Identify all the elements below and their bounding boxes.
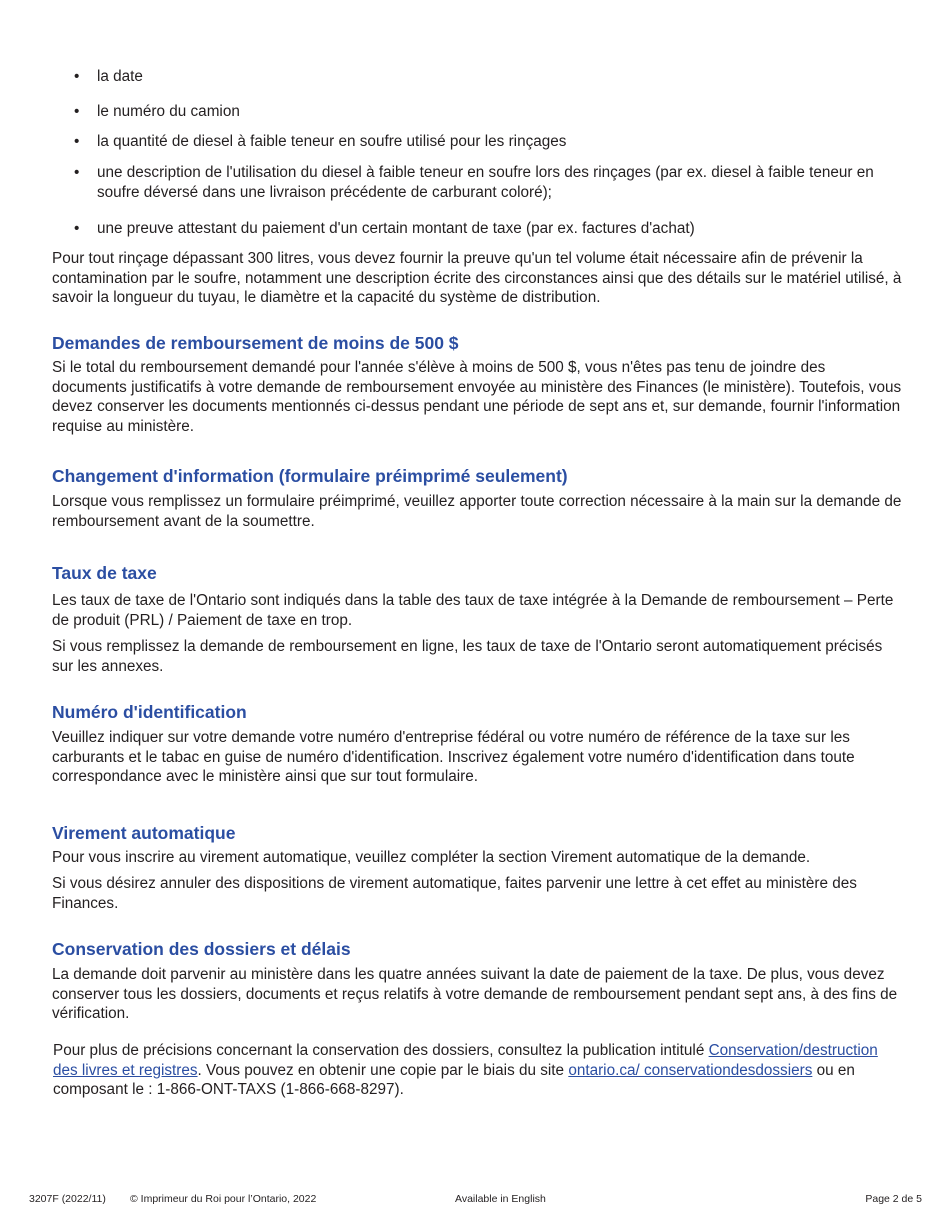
bullet-icon: • [74,164,80,181]
records-paragraph-2 [53,1041,903,1100]
footer-form-code: 3207F (2022/11) [29,1193,106,1205]
list-item-text: la quantité de diesel à faible teneur en soufre utilisé pour les rinçages [97,133,567,150]
tax-rates-paragraph-1: Les taux de taxe de l'Ontario sont indiqués dans la table des taux de taxe intégrée à la Demande de remboursement – Perte de produit (PRL) / Paiement de taxe en trop. [52,592,894,629]
records-paragraph-2-phone: ou en composant le : 1-866-ONT-TAXS (1-866-668-8297). [53,1061,855,1099]
section-heading-tax-rates: Taux de taxe [52,563,157,583]
rinse-volume-paragraph: Pour tout rinçage dépassant 300 litres, vous devez fournir la preuve qu'un tel volume était nécessaire afin de prévenir la contamination par le soufre, notamment une description écrite des circonstances ainsi que des détails sur le matériel utilisé, à savoir la longueur du tuyau, le diamètre et la capacité du système de distribution. [52,250,902,307]
records-paragraph-2-middle: . Vous pouvez en obtenir une copie par le biais du site [197,1061,569,1079]
list-item-text: le numéro du camion [97,103,240,120]
section-heading-records: Conservation des dossiers et délais [52,939,351,959]
ontario-records-link[interactable]: ontario.ca/ conservationdesdossiers [568,1061,813,1079]
footer-language-note: Available in English [455,1193,546,1205]
footer-copyright: © Imprimeur du Roi pour l’Ontario, 2022 [130,1193,317,1205]
section-heading-id-number: Numéro d'identification [52,702,247,722]
info-change-paragraph: Lorsque vous remplissez un formulaire préimprimé, veuillez apporter toute correction nécessaire à la main sur la demande de remboursement avant de la soumettre. [52,493,902,530]
list-item-text: une preuve attestant du paiement d'un certain montant de taxe (par ex. factures d'achat) [97,220,695,237]
auto-transfer-paragraph-2: Si vous désirez annuler des dispositions de virement automatique, faites parvenir une lettre à cet effet au ministère des Finances. [52,875,857,912]
records-paragraph-2-intro: Pour plus de précisions concernant la conservation des dossiers, consultez la publication intitulé [53,1042,709,1059]
bullet-icon: • [74,68,80,85]
section-heading-info-change: Changement d'information (formulaire préimprimé seulement) [52,466,568,486]
list-item-text: la date [97,68,143,85]
section-heading-auto-transfer: Virement automatique [52,823,236,843]
auto-transfer-paragraph-1: Pour vous inscrire au virement automatique, veuillez compléter la section Virement automatique de la demande. [52,849,811,866]
bullet-icon: • [74,133,80,150]
tax-rates-paragraph-2: Si vous remplissez la demande de remboursement en ligne, les taux de taxe de l'Ontario seront automatiquement précisés sur les annexes. [52,638,883,675]
records-publication-link[interactable]: Conservation/destruction des livres et registres [53,1042,878,1079]
footer-page-number: Page 2 de 5 [865,1193,922,1205]
bullet-icon: • [74,220,80,237]
refunds-under-500-paragraph: Si le total du remboursement demandé pour l'année s'élève à moins de 500 $, vous n'êtes pas tenu de joindre des documents justificatifs à votre demande de remboursement envoyée au ministère des Finances (le ministère). Toutefois, vous devez conserver les documents mentionnés ci-dessus pendant une période de sept ans et, sur demande, fournir l'information requise au ministère. [52,359,902,435]
list-item-text: une description de l'utilisation du diesel à faible teneur en soufre lors des rinçages (par ex. diesel à faible teneur en soufre déversé dans une livraison précédente de carburant coloré); [97,164,874,201]
records-paragraph-1: La demande doit parvenir au ministère dans les quatre années suivant la date de paiement de la taxe. De plus, vous devez conserver tous les dossiers, documents et reçus relatifs à votre demande de remboursement pendant sept ans, à des fins de vérification. [52,966,898,1023]
bullet-icon: • [74,103,80,120]
section-heading-refunds-under-500: Demandes de remboursement de moins de 500 $ [52,333,459,353]
id-number-paragraph: Veuillez indiquer sur votre demande votre numéro d'entreprise fédéral ou votre numéro de référence de la taxe sur les carburants et le tabac en guise de numéro d'identification. Inscrivez également votre numéro d'identification dans toute correspondance avec le ministère ainsi que sur tout formulaire. [52,729,855,786]
